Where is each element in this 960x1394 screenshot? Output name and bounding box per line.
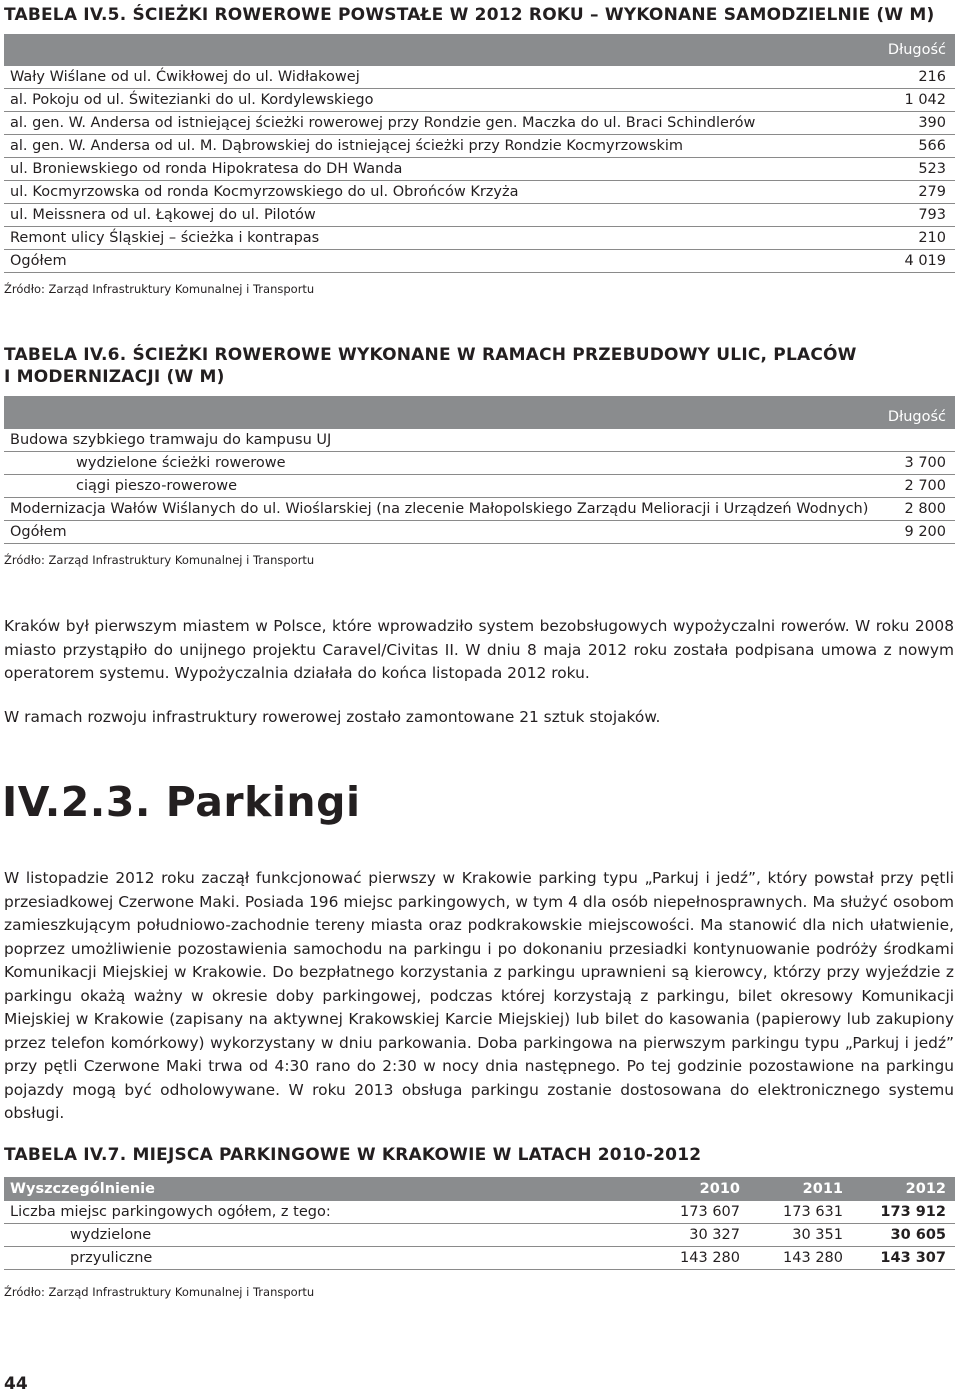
table-row <box>4 135 955 158</box>
table6-number: TABELA IV.6. <box>4 345 127 365</box>
row-value: 793 <box>871 204 955 227</box>
table-row <box>4 227 955 250</box>
header-cell: 2012 <box>852 1177 955 1201</box>
table-row <box>4 452 955 475</box>
table-total-row <box>4 521 955 544</box>
header-cell: Wyszczególnienie <box>4 1177 646 1201</box>
row-label: Ogółem <box>4 250 871 273</box>
table7-header-row <box>4 1177 955 1201</box>
cell-2012: 173 912 <box>852 1201 955 1224</box>
table-row <box>4 112 955 135</box>
paragraph-bike-rental: Kraków był pierwszym miastem w Polsce, które wprowadziło system bezobsługowych wypożyczalni rowerów. W roku 2008 miasto przystąpiło do unijnego projektu Caravel/Civitas II. W dniu 8 maja 2012 roku została podpisana umowa z nowym operatorem systemu. Wypożyczalnia działała do końca listopada 2012 roku. <box>4 617 954 682</box>
row-label: ul. Meissnera od ul. Łąkowej do ul. Pilotów <box>4 204 871 227</box>
row-label: Modernizacja Wałów Wiślanych do ul. Wioślarskiej (na zlecenie Małopolskiego Zarządu Melioracji i Urządzeń Wodnych) <box>4 498 881 521</box>
table6 <box>4 396 955 544</box>
row-label: Liczba miejsc parkingowych ogółem, z tego: <box>4 1201 646 1224</box>
cell-2012: 143 307 <box>852 1247 955 1270</box>
section-heading: IV.2.3. Parkingi <box>2 778 361 826</box>
table7-source: Źródło: Zarząd Infrastruktury Komunalnej i Transportu <box>4 1285 315 1299</box>
paragraph-parking: W listopadzie 2012 roku zaczął funkcjonować pierwszy w Krakowie parking typu „Parkuj i jedź”, który powstał przy pętli przesiadkowej Czerwone Maki. Posiada 196 miejsc parkingowych, w tym 4 dla osób niepełnosprawnych. Ma służyć osobom zamieszkującym południowo-zachodnie tereny miasta oraz podkrakowskie miejscowości. Ma stanowić dla nich ułatwienie, poprzez umożliwienie pozostawienia samochodu na parkingu i po dokonaniu przesiadki kontynuowanie podróży środkami Komunikacji Miejskiej w Krakowie. Do bezpłatnego korzystania z parkingu uprawnieni są kierowcy, którzy przy wyjeździe z parkingu okażą ważny w okresie doby parkingowej, podczas której korzystają z parkingu, bilet okresowy Komunikacji Miejskiej w Krakowie (zapisany na aktywnej Krakowskiej Karcie Miejskiej) lub bilet do kasowania (papierowy lub zakupiony przez telefon komórkowy) wykorzystany w dniu parkowania. Doba parkingowa na pierwszym parkingu typu „Parkuj i jedź” przy pętli Czerwone Maki trwa od 4:30 rano do 2:30 w nocy dnia następnego. Po tej godzinie pozostawione na parkingu pojazdy mogą być odholowywane. W roku 2013 obsługa parkingu zostanie dostosowana do elektronicznego systemu obsługi. <box>4 869 954 1122</box>
row-value: 2 800 <box>881 498 955 521</box>
table-row <box>4 429 955 452</box>
table-row <box>4 1224 955 1247</box>
cell-2010: 173 607 <box>646 1201 749 1224</box>
row-label: ciągi pieszo-rowerowe <box>4 475 881 498</box>
table5-name: ŚCIEŻKI ROWEROWE POWSTAŁE W 2012 ROKU – WYKONANE SAMODZIELNIE (W M) <box>132 5 935 25</box>
row-value <box>881 429 955 452</box>
row-label: przyuliczne <box>4 1247 646 1270</box>
row-value: 523 <box>871 158 955 181</box>
table-row <box>4 498 955 521</box>
page-number: 44 <box>4 1374 28 1394</box>
table5-header-row <box>4 34 955 66</box>
table5-header-label <box>4 34 871 66</box>
table-row <box>4 204 955 227</box>
table7-title <box>4 1144 701 1166</box>
row-value: 210 <box>871 227 955 250</box>
row-label: al. gen. W. Andersa od ul. M. Dąbrowskiej do istniejącej ścieżki przy Rondzie Kocmyrzowskim <box>4 135 871 158</box>
table-row <box>4 1247 955 1270</box>
row-label: al. Pokoju od ul. Świtezianki do ul. Kordylewskiego <box>4 89 871 112</box>
row-label: al. gen. W. Andersa od istniejącej ścieżki rowerowej przy Rondzie gen. Maczka do ul. Braci Schindlerów <box>4 112 871 135</box>
table5-number: TABELA IV.5. <box>4 5 127 25</box>
table7-number: TABELA IV.7. <box>4 1145 127 1165</box>
table6-header-label <box>4 396 881 429</box>
table6-name-line2: I MODERNIZACJI (W M) <box>4 367 225 387</box>
cell-2011: 143 280 <box>749 1247 852 1270</box>
table5 <box>4 34 955 273</box>
header-cell: 2010 <box>646 1177 749 1201</box>
table-row <box>4 181 955 204</box>
row-label: Ogółem <box>4 521 881 544</box>
row-label: ul. Broniewskiego od ronda Hipokratesa do DH Wanda <box>4 158 871 181</box>
row-value: 1 042 <box>871 89 955 112</box>
table-row <box>4 66 955 89</box>
table6-name-line1: ŚCIEŻKI ROWEROWE WYKONANE W RAMACH PRZEBUDOWY ULIC, PLACÓW <box>132 345 857 365</box>
row-label: Remont ulicy Śląskiej – ścieżka i kontrapas <box>4 227 871 250</box>
table5-source: Źródło: Zarząd Infrastruktury Komunalnej i Transportu <box>4 282 315 296</box>
table6-source: Źródło: Zarząd Infrastruktury Komunalnej i Transportu <box>4 553 315 567</box>
cell-2010: 30 327 <box>646 1224 749 1247</box>
table6-title <box>4 344 857 388</box>
table-row <box>4 89 955 112</box>
header-cell: 2011 <box>749 1177 852 1201</box>
row-label: wydzielone <box>4 1224 646 1247</box>
row-value: 9 200 <box>881 521 955 544</box>
row-value: 4 019 <box>871 250 955 273</box>
table6-header-length: Długość <box>881 396 955 429</box>
row-value: 390 <box>871 112 955 135</box>
table6-header-row <box>4 396 955 429</box>
table5-header-length: Długość <box>871 34 955 66</box>
cell-2010: 143 280 <box>646 1247 749 1270</box>
row-label: Wały Wiślane od ul. Ćwikłowej do ul. Widłakowej <box>4 66 871 89</box>
row-value: 566 <box>871 135 955 158</box>
table-row <box>4 1201 955 1224</box>
table5-title <box>4 4 935 26</box>
row-label: Budowa szybkiego tramwaju do kampusu UJ <box>4 429 881 452</box>
table-row <box>4 158 955 181</box>
row-value: 216 <box>871 66 955 89</box>
row-value: 3 700 <box>881 452 955 475</box>
row-value: 279 <box>871 181 955 204</box>
cell-2011: 173 631 <box>749 1201 852 1224</box>
row-value: 2 700 <box>881 475 955 498</box>
cell-2011: 30 351 <box>749 1224 852 1247</box>
cell-2012: 30 605 <box>852 1224 955 1247</box>
paragraph-bike-racks: W ramach rozwoju infrastruktury rowerowej zostało zamontowane 21 sztuk stojaków. <box>4 708 661 726</box>
row-label: wydzielone ścieżki rowerowe <box>4 452 881 475</box>
table-total-row <box>4 250 955 273</box>
row-label: ul. Kocmyrzowska od ronda Kocmyrzowskiego do ul. Obrońców Krzyża <box>4 181 871 204</box>
table7-name: MIEJSCA PARKINGOWE W KRAKOWIE W LATACH 2010-2012 <box>132 1145 702 1165</box>
table7 <box>4 1177 955 1270</box>
table-row <box>4 475 955 498</box>
